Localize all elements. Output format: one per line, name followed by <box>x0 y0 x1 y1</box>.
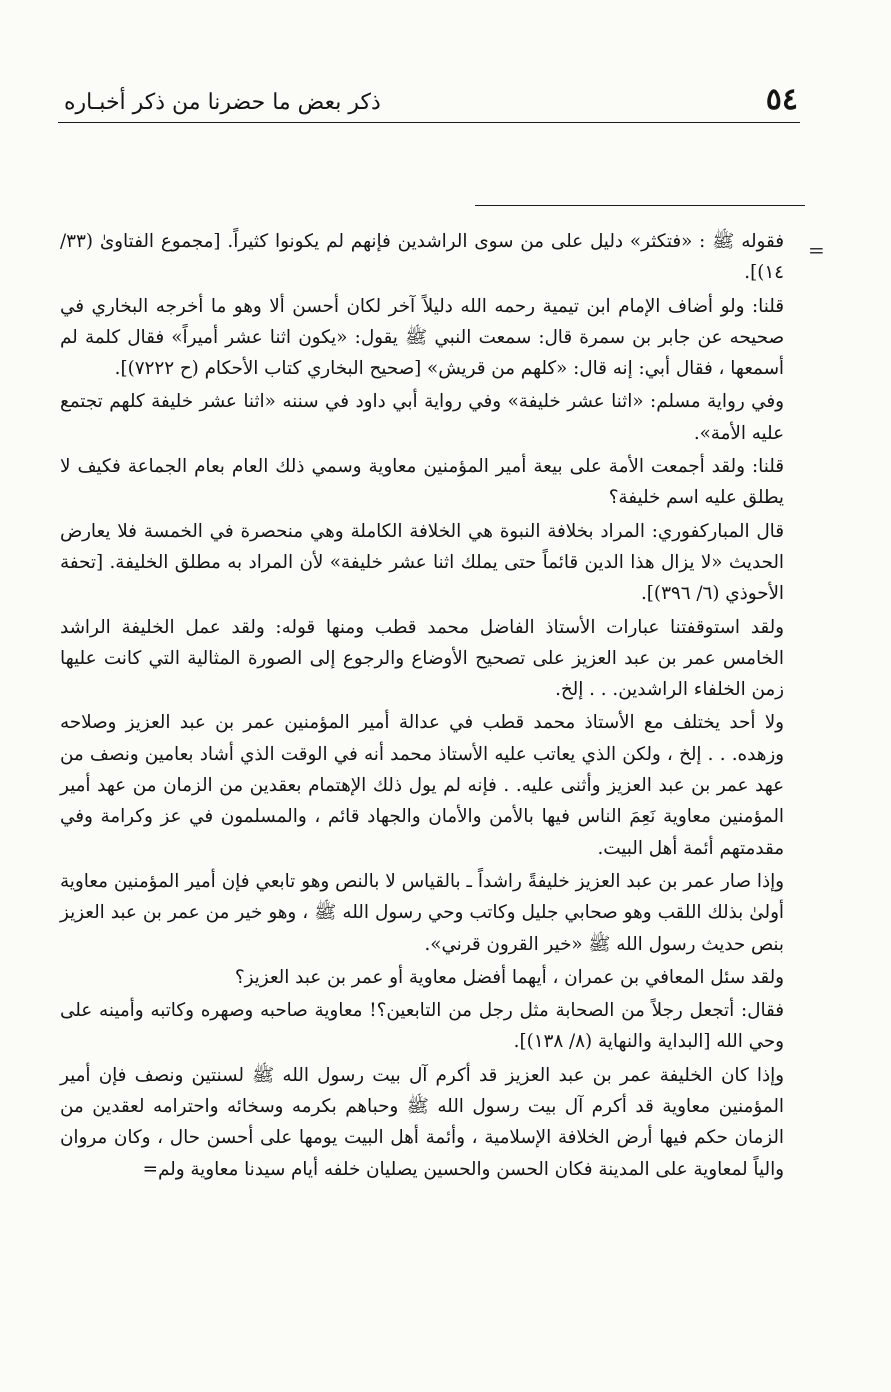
footnote-paragraph: فقوله ﷺ : «فتكثر» دليل على من سوى الراشدين فإنهم لم يكونوا كثيراً. [مجموع الفتاوىٰ (٣٣/ ١٤)]. <box>60 231 784 284</box>
footnote-paragraph: ولا أحد يختلف مع الأستاذ محمد قطب في عدالة أمير المؤمنين عمر بن عبد العزيز وصلاحه وزهده. . . إلخ ، ولكن الذي يعاتب عليه الأستاذ محمد أنه في الوقت الذي أشاد بعامين ونصف من عهد عمر بن عبد العزيز وأثنى عليه. . فإنه لم يول ذلك الإهتمام بعقدين من الزمان من عهد أمير المؤمنين معاوية نَعِمَ الناس فيها بالأمن والأمان والجهاد قائم ، والمسلمون في عز وكرامة وفي مقدمتهم أئمة أهل البيت. <box>60 712 784 859</box>
footnote-separator <box>475 205 805 206</box>
page-header <box>58 76 800 123</box>
footnote-paragraph: وإذا كان الخليفة عمر بن عبد العزيز قد أكرم آل بيت رسول الله ﷺ لسنتين ونصف فإن أمير المؤمنين معاوية قد أكرم آل بيت رسول الله ﷺ وحباهم بكرمه وسخائه واحترامه لعقدين من الزمان حكم فيها أرض الخلافة الإسلامية ، وأئمة أهل البيت يومها على أحسن حال ، وكان مروان والياً لمعاوية على المدينة فكان الحسن والحسين يصليان خلفه أيام سيدنا معاوية ولم= <box>60 1064 784 1180</box>
footnote-continuation-mark: = <box>808 238 825 262</box>
page-number: ٥٤ <box>765 82 798 117</box>
footnote-paragraph: قال المباركفوري: المراد بخلافة النبوة هي الخلافة الكاملة وهي منحصرة في الخمسة فلا يعارض الحديث «لا يزال هذا الدين قائماً حتى يملك اثنا عشر خليفة» لأن المراد به مطلق الخليفة. [تحفة الأحوذي (٦/ ٣٩٦)]. <box>60 520 784 605</box>
footnote-paragraph: وفي رواية مسلم: «اثنا عشر خليفة» وفي رواية أبي داود في سننه «اثنا عشر خليفة كلهم تجتمع عليه الأمة». <box>60 391 784 444</box>
footnote-paragraph: فقال: أتجعل رجلاً من الصحابة مثل رجل من التابعين؟! معاوية صاحبه وصهره وكاتبه وأمينه على وحي الله [البداية والنهاية (٨/ ١٣٨)]. <box>60 1000 784 1053</box>
footnote-body <box>60 226 784 1187</box>
footnote-paragraph: ولقد استوقفتنا عبارات الأستاذ الفاضل محمد قطب ومنها قوله: ولقد عمل الخليفة الراشد الخامس عمر بن عبد العزيز على تصحيح الأوضاع والرجوع إلى الصورة المثالية التي كانت عليها زمن الخلفاء الراشدين. . . إلخ. <box>60 616 784 701</box>
footnote-paragraph: قلنا: ولو أضاف الإمام ابن تيمية رحمه الله دليلاً آخر لكان أحسن ألا وهو ما أخرجه البخاري في صحيحه عن جابر بن سمرة قال: سمعت النبي ﷺ يقول: «يكون اثنا عشر أميراً» فقال كلمة لم أسمعها ، فقال أبي: إنه قال: «كلهم من قريش» [صحيح البخاري كتاب الأحكام (ح ٧٢٢٢)]. <box>60 295 784 380</box>
footnote-paragraph: وإذا صار عمر بن عبد العزيز خليفةً راشداً ـ بالقياس لا بالنص وهو تابعي فإن أمير المؤمنين معاوية أولىٰ بذلك اللقب وهو صحابي جليل وكاتب وحي رسول الله ﷺ ، وهو خير من عمر بن عبد العزيز بنص حديث رسول الله ﷺ «خير القرون قرني». <box>60 870 784 955</box>
footnote-paragraph: قلنا: ولقد أجمعت الأمة على بيعة أمير المؤمنين معاوية وسمي ذلك العام بعام الجماعة فكيف لا يطلق عليه اسم خليفة؟ <box>60 456 784 509</box>
running-title: ذكر بعض ما حضرنا من ذكر أخبـاره <box>64 90 381 115</box>
footnote-paragraph: ولقد سئل المعافي بن عمران ، أيهما أفضل معاوية أو عمر بن عبد العزيز؟ <box>234 966 784 988</box>
